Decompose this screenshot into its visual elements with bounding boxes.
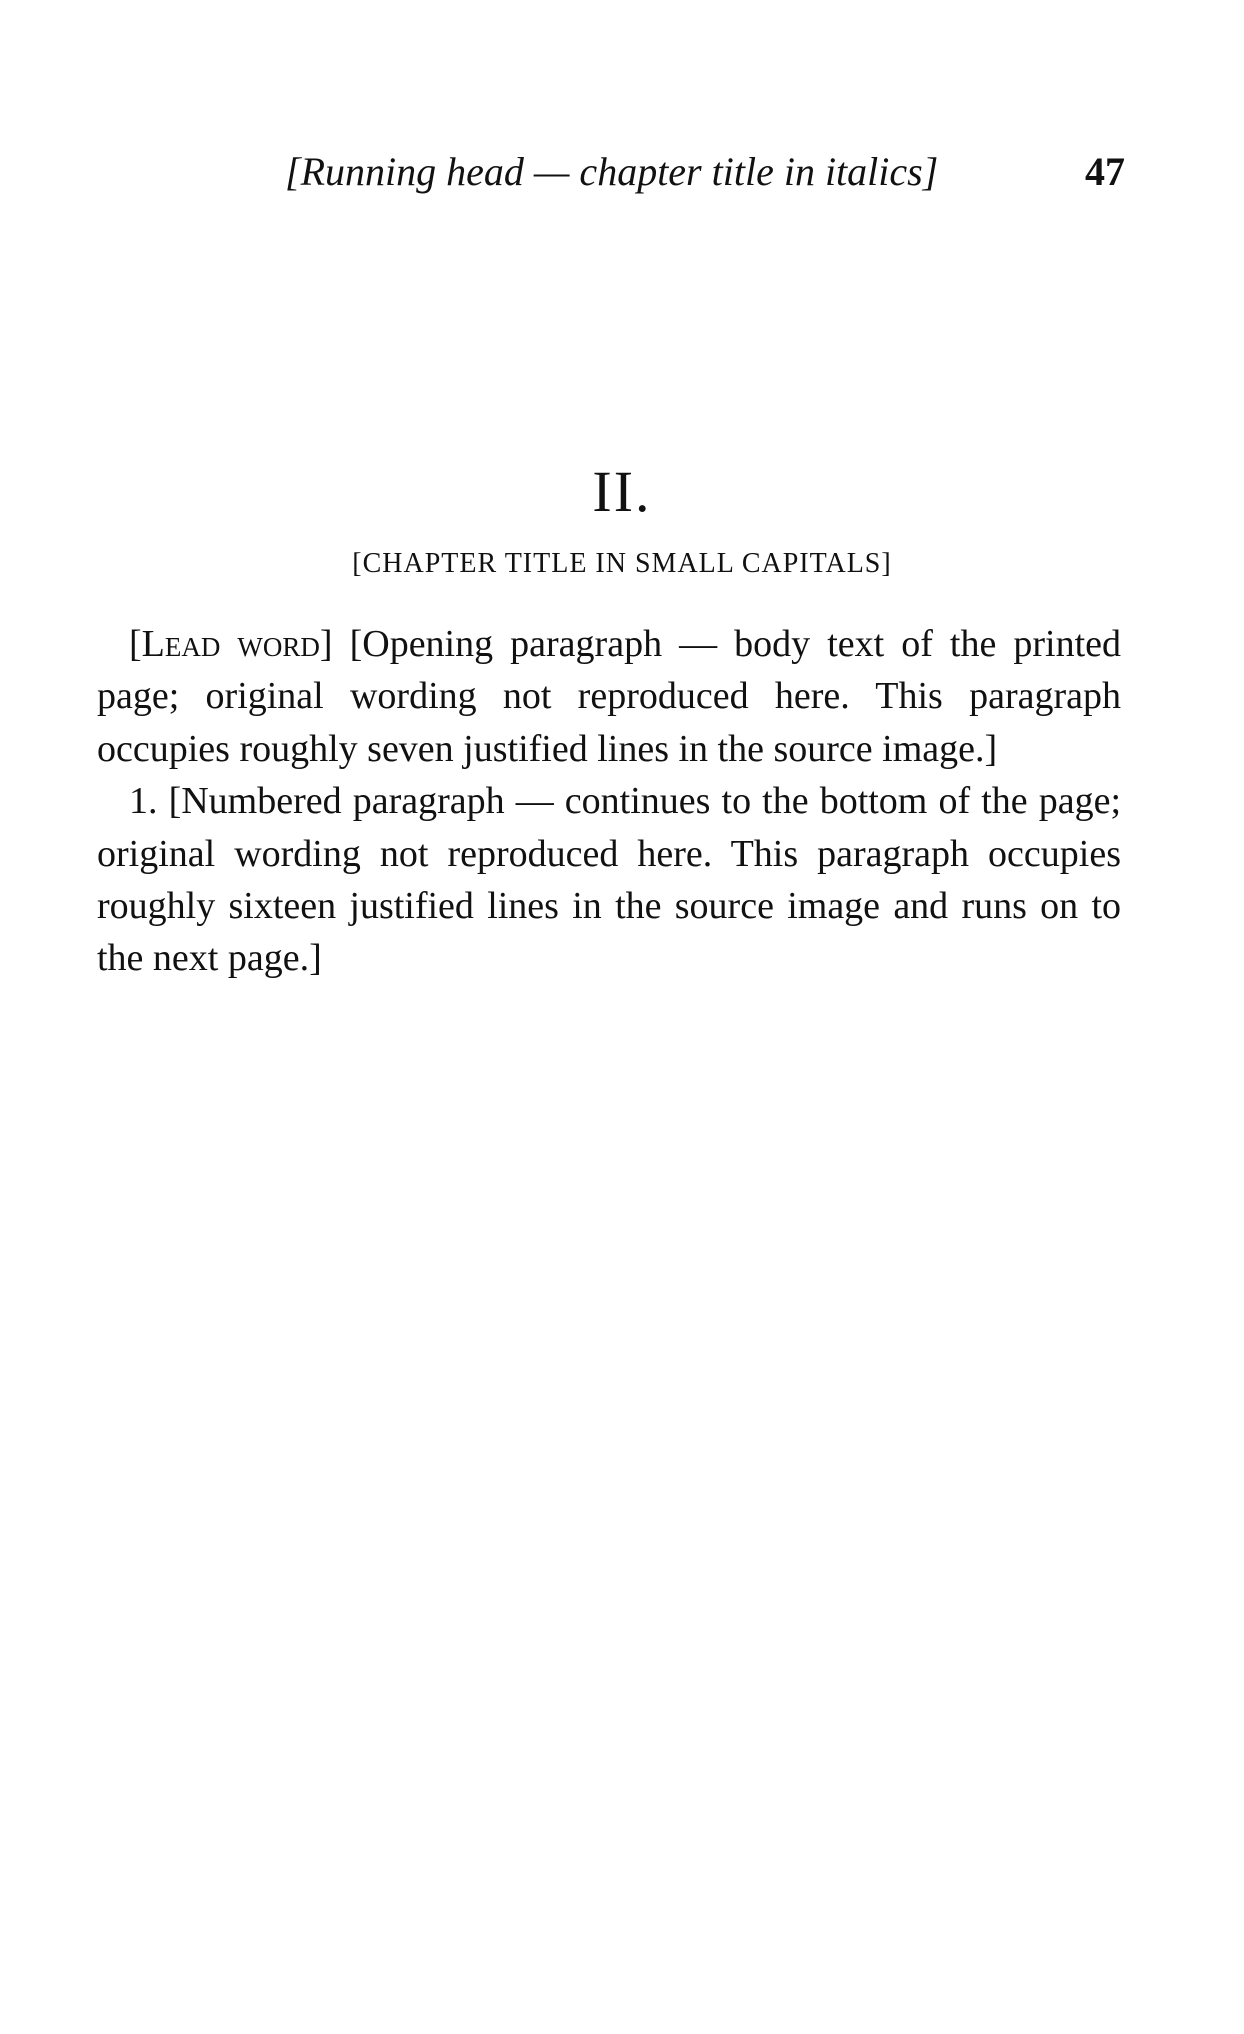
chapter-title: [CHAPTER TITLE IN SMALL CAPITALS] <box>352 548 892 579</box>
paragraph-1 <box>97 618 1121 775</box>
body-text <box>97 618 1121 985</box>
running-title: [Running head — chapter title in italics] <box>285 149 939 194</box>
paragraph-2 <box>97 775 1121 985</box>
running-head <box>285 148 1125 198</box>
paragraph-text: 1. [Numbered paragraph — continues to the bottom of the page; original wording not reproduced here. This paragraph occupies roughly sixteen justified lines in the source image and runs on to the next page.] <box>97 780 1121 980</box>
paragraph-text: [Opening paragraph — body text of the printed page; original wording not reproduced here. This paragraph occupies roughly seven justified lines in the source image.] <box>97 623 1122 770</box>
chapter-numeral: II. <box>592 459 652 524</box>
lead-word: [Lead word] <box>129 623 333 665</box>
page-number: 47 <box>1085 149 1125 194</box>
